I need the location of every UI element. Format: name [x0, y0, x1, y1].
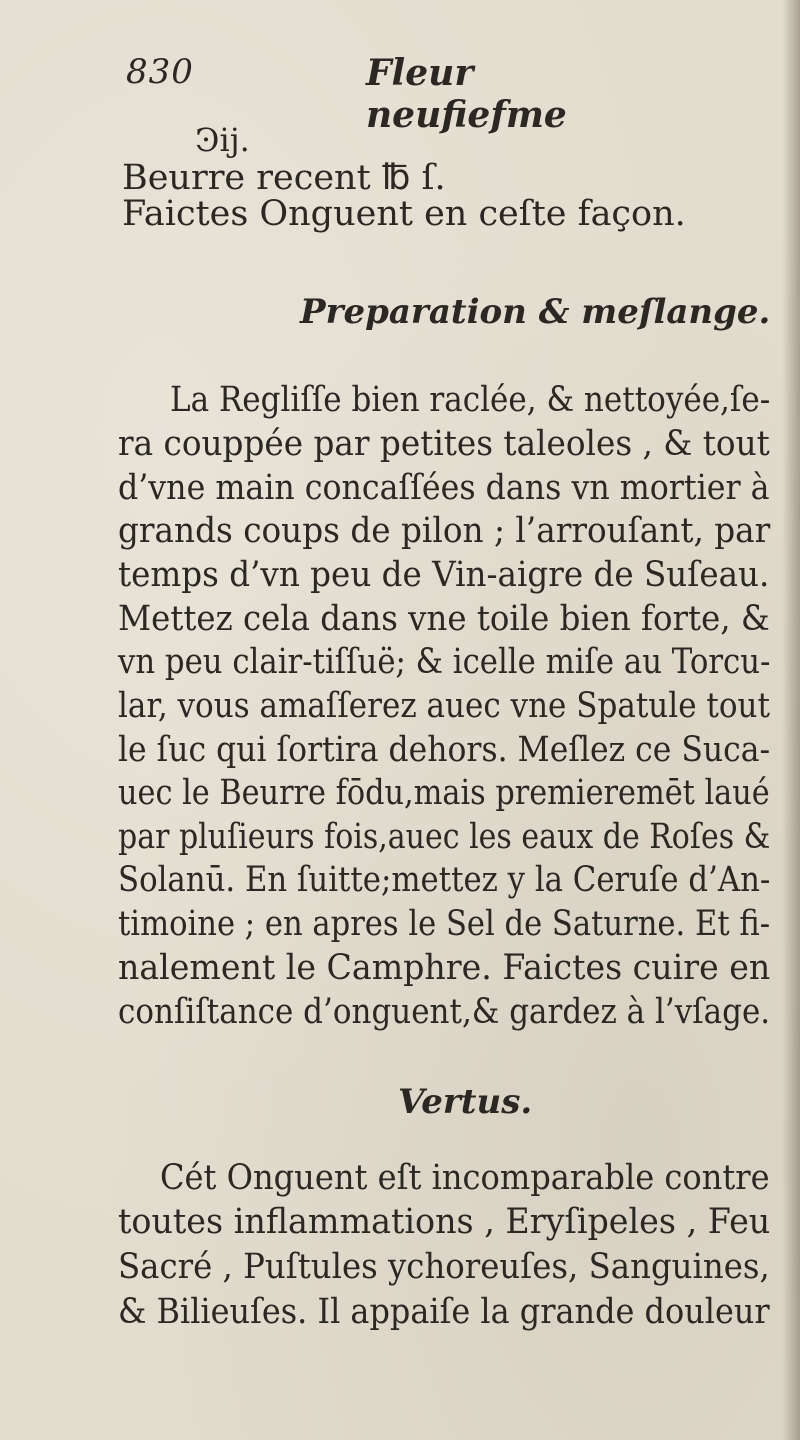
vertus-line: & Bilieuſes. Il appaiſe la grande douleur [118, 1292, 770, 1332]
preparation-line: Solanū. En ſuitte;mettez y la Ceruſe d’An- [118, 860, 771, 900]
preparation-line: ra couppée par petites taleoles , & tout [118, 424, 770, 464]
section-heading-preparation: Preparation & meſlange. [300, 292, 771, 332]
preparation-line: le ſuc qui ſortira dehors. Meſlez ce Suca- [118, 730, 771, 770]
preparation-line: par pluſieurs fois,auec les eaux de Roſes & [118, 817, 771, 857]
section-heading-vertus: Vertus. [398, 1082, 533, 1122]
preparation-line: timoine ; en apres le Sel de Saturne. Et fi- [118, 904, 771, 944]
preparation-line: Mettez cela dans vne toile bien forte, & [118, 599, 770, 639]
page-number: 830 [126, 52, 194, 92]
recipe-line: Faictes Onguent en ceſte façon. [122, 194, 686, 234]
preparation-line: grands coups de pilon ; l’arrouſant, par [118, 511, 771, 551]
preparation-line: uec le Beurre fōdu,mais premieremēt laué [118, 773, 770, 813]
running-head: Fleur neufiefme [366, 52, 567, 136]
bottom-margin [0, 1320, 800, 1440]
vertus-line: Cét Onguent eſt incomparable contre [160, 1158, 770, 1198]
recipe-line: Ͽij. [195, 121, 250, 159]
preparation-line: nalement le Camphre. Faictes cuire en [118, 948, 771, 988]
preparation-line: d’vne main concaſſées dans vn mortier à [118, 468, 770, 508]
vertus-line: Sacré , Puſtules ychoreuſes, Sanguines, [118, 1247, 770, 1287]
recipe-line: Beurre recent ℔ ſ. [122, 158, 446, 198]
preparation-line: temps d’vn peu de Vin-aigre de Suſeau. [118, 555, 770, 595]
preparation-line: conſiſtance d’onguent,& gardez à l’vſage. [118, 992, 771, 1032]
page-header [126, 52, 646, 136]
preparation-line: lar, vous amaſſerez auec vne Spatule tout [118, 686, 770, 726]
page-edge-shadow [782, 0, 800, 1440]
preparation-line: vn peu clair-tiſſuë; & icelle miſe au Torcu- [118, 642, 771, 682]
vertus-line: toutes inflammations , Eryſipeles , Feu [118, 1202, 771, 1242]
preparation-line: La Regliſſe bien raclée, & nettoyée,ſe- [170, 380, 771, 420]
